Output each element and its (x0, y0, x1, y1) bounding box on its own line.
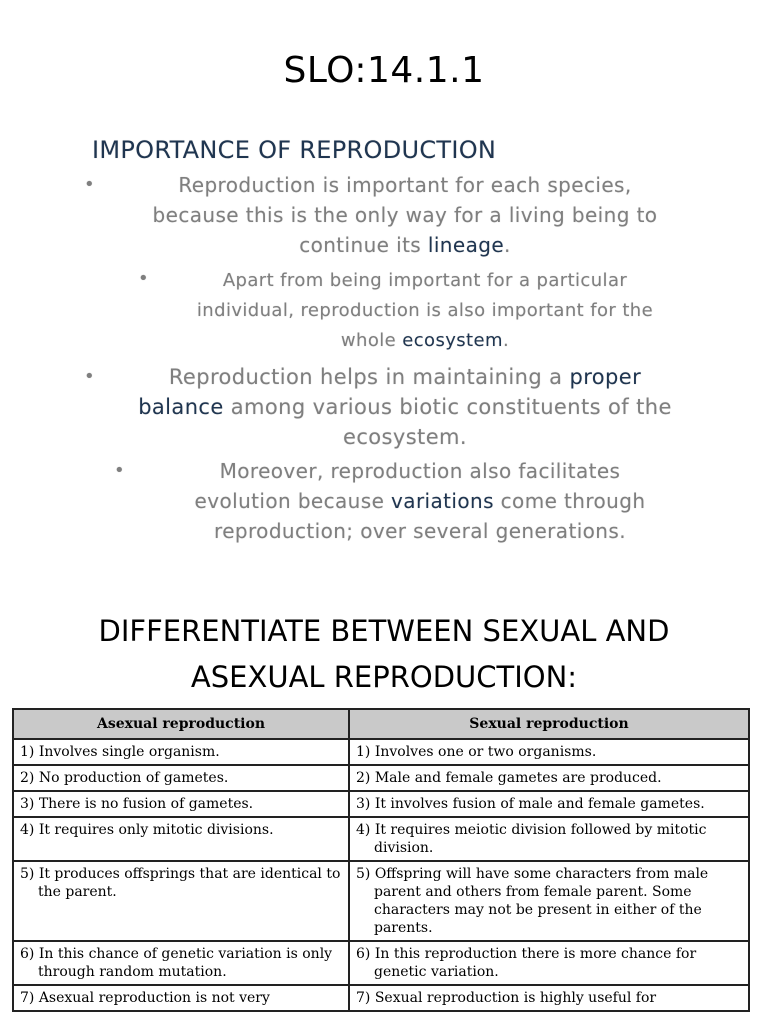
bullet-icon: • (114, 460, 126, 481)
table-row (13, 765, 749, 791)
keyword: lineage (427, 233, 505, 257)
table-row (13, 941, 749, 985)
bullet-line: Reproduction is important for each species, (178, 173, 632, 197)
heading-line: DIFFERENTIATE BETWEEN SEXUAL AND (98, 614, 670, 648)
table-row (13, 861, 749, 941)
bullet-line: individual, reproduction is also important for the (196, 300, 654, 321)
table-row (13, 791, 749, 817)
keyword: ecosystem (402, 330, 503, 351)
bullet-item (100, 456, 740, 546)
table-row (13, 985, 749, 1011)
header-asexual: Asexual reproduction (13, 709, 349, 739)
bullet-line: ecosystem. (343, 425, 467, 449)
table-cell: 7) Sexual reproduction is highly useful for (349, 985, 749, 1011)
bullet-line: evolution because variations come through (194, 489, 646, 513)
bullet-line: Moreover, reproduction also facilitates (219, 459, 621, 483)
comparison-table-wrap (12, 708, 750, 1012)
table-cell: 5) Offspring will have some characters from male parent and others from female parent. Some characters may not be present in either of the parents. (349, 861, 749, 941)
table-cell: 4) It requires only mitotic divisions. (13, 817, 349, 861)
table-cell: 1) Involves one or two organisms. (349, 739, 749, 765)
table-row (13, 817, 749, 861)
table-header-row (13, 709, 749, 739)
table-cell: 1) Involves single organism. (13, 739, 349, 765)
table-cell: 3) It involves fusion of male and female gametes. (349, 791, 749, 817)
table-cell: 7) Asexual reproduction is not very (13, 985, 349, 1011)
bullet-item (70, 170, 740, 260)
heading-line: ASEXUAL REPRODUCTION: (190, 660, 578, 694)
table-cell: 2) Male and female gametes are produced. (349, 765, 749, 791)
bullet-icon: • (84, 174, 96, 195)
table-cell: 2) No production of gametes. (13, 765, 349, 791)
keyword: proper (569, 365, 642, 389)
keyword: variations (391, 489, 494, 513)
bullet-line: balance among various biotic constituents of the (138, 395, 672, 419)
differentiate-heading (0, 608, 768, 700)
table-row (13, 739, 749, 765)
importance-heading: IMPORTANCE OF REPRODUCTION (92, 136, 497, 164)
bullet-line: Apart from being important for a particular (222, 270, 628, 291)
keyword: balance (138, 395, 224, 419)
table-cell: 4) It requires meiotic division followed by mitotic division. (349, 817, 749, 861)
header-sexual: Sexual reproduction (349, 709, 749, 739)
table-cell: 6) In this reproduction there is more chance for genetic variation. (349, 941, 749, 985)
bullet-item (110, 266, 740, 356)
bullet-line: because this is the only way for a living being to (152, 203, 658, 227)
bullet-item (70, 362, 740, 452)
bullet-icon: • (138, 268, 150, 289)
comparison-table (12, 708, 750, 1012)
table-cell: 3) There is no fusion of gametes. (13, 791, 349, 817)
bullet-line: whole ecosystem. (340, 330, 510, 351)
bullet-line: continue its lineage. (299, 233, 511, 257)
slide-title: SLO:14.1.1 (283, 50, 485, 91)
table-cell: 6) In this chance of genetic variation is only through random mutation. (13, 941, 349, 985)
bullet-line: Reproduction helps in maintaining a proper (168, 365, 642, 389)
importance-section (70, 136, 740, 546)
table-cell: 5) It produces offsprings that are identical to the parent. (13, 861, 349, 941)
bullet-icon: • (84, 366, 96, 387)
bullet-line: reproduction; over several generations. (214, 519, 626, 543)
